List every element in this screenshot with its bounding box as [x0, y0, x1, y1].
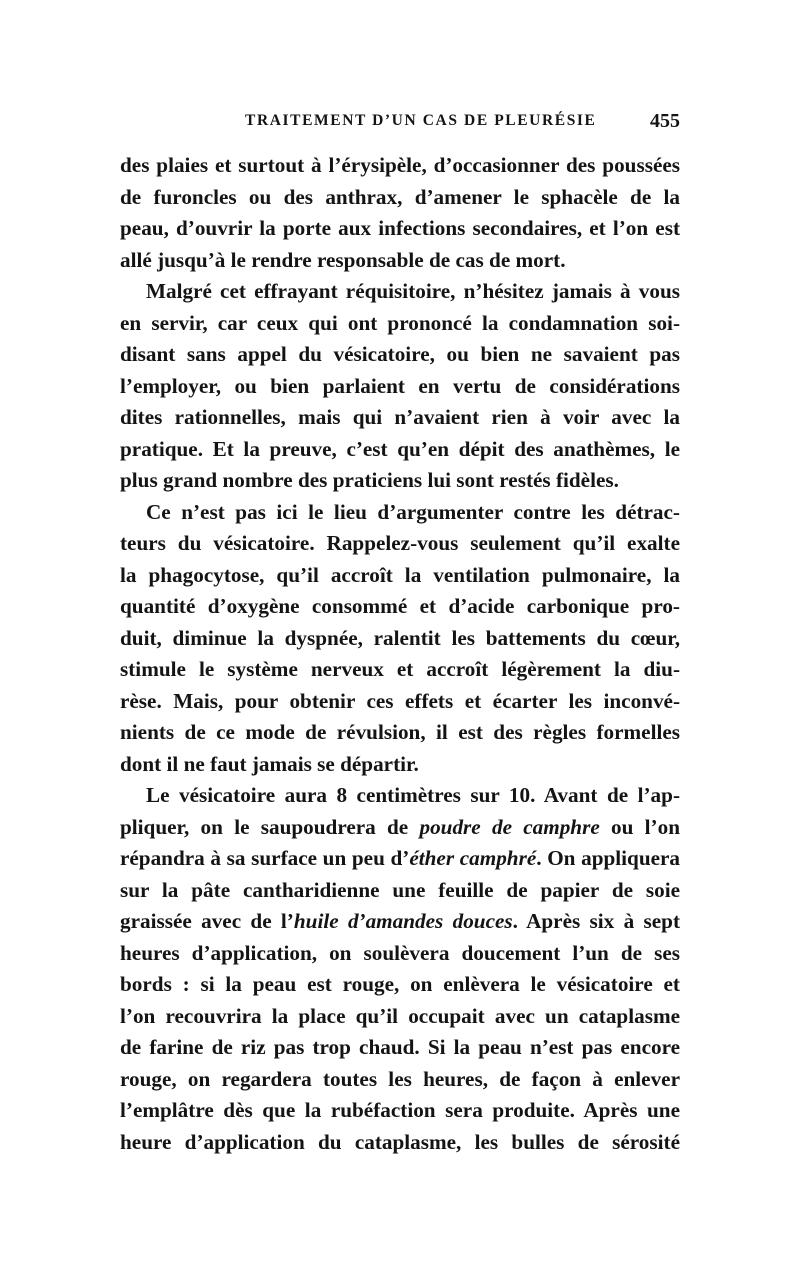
- italic-term: poudre de camphre: [419, 814, 600, 839]
- running-title: TRAITEMENT D’UN CAS DE PLEURÉSIE: [245, 112, 597, 129]
- text-line: heures d’application, on soulèvera doucement l’un de ses: [120, 940, 680, 965]
- text-line: en servir, car ceux qui ont prononcé la condamnation soi-: [120, 310, 680, 335]
- text-line: nients de ce mode de révulsion, il est des règles formelles: [120, 720, 680, 744]
- text-line: sur la pâte cantharidienne une feuille de papier de soie: [120, 877, 680, 902]
- text-line: pliquer, on le saupoudrera de poudre de camphre ou l’on: [120, 814, 680, 839]
- body-text: [120, 150, 680, 1158]
- italic-term: éther camphré: [409, 846, 537, 870]
- text-line: disant sans appel du vésicatoire, ou bien ne savaient pas: [120, 342, 680, 366]
- text-line: pratique. Et la preuve, c’est qu’en dépit des anathèmes, le: [120, 436, 680, 461]
- text-line: dites rationnelles, mais qui n’avaient rien à voir avec la: [120, 405, 680, 429]
- running-header: [120, 112, 680, 136]
- text-line: peau, d’ouvrir la porte aux infections secondaires, et l’on est: [120, 216, 680, 240]
- text-line: graissée avec de l’huile d’amandes douces. Après six à sept: [120, 909, 680, 933]
- text-line: l’emplâtre dès que la rubéfaction sera produite. Après une: [120, 1098, 680, 1122]
- text-line: allé jusqu’à le rendre responsable de cas de mort.: [120, 247, 566, 272]
- text-line: des plaies et surtout à l’érysipèle, d’occasionner des poussées: [120, 153, 680, 177]
- text-line: la phagocytose, qu’il accroît la ventilation pulmonaire, la: [120, 562, 680, 587]
- text-line: répandra à sa surface un peu d’éther camphré. On appliquera: [120, 846, 681, 870]
- text-line: rèse. Mais, pour obtenir ces effets et écarter les inconvé-: [120, 688, 680, 713]
- text-line: l’employer, ou bien parlaient en vertu de considérations: [120, 373, 680, 398]
- text-line: Ce n’est pas ici le lieu d’argumenter contre les détrac-: [146, 499, 680, 524]
- italic-term: huile d’amandes douces: [293, 909, 513, 933]
- text-line: dont il ne faut jamais se départir.: [120, 751, 419, 776]
- page-number: 455: [650, 110, 680, 132]
- text-line: bords : si la peau est rouge, on enlèvera le vésicatoire et: [120, 972, 680, 996]
- text-line: l’on recouvrira la place qu’il occupait avec un cataplasme: [120, 1003, 680, 1028]
- text-line: teurs du vésicatoire. Rappelez-vous seulement qu’il exalte: [120, 531, 680, 555]
- text-line: de furoncles ou des anthrax, d’amener le sphacèle de la: [120, 184, 680, 209]
- text-line: heure d’application du cataplasme, les bulles de sérosité: [120, 1129, 680, 1154]
- text-line: Malgré cet effrayant réquisitoire, n’hésitez jamais à vous: [146, 279, 680, 303]
- text-line: quantité d’oxygène consommé et d’acide carbonique pro-: [120, 594, 680, 618]
- text-line: plus grand nombre des praticiens lui sont restés fidèles.: [120, 468, 619, 492]
- text-line: rouge, on regardera toutes les heures, de façon à enlever: [120, 1066, 680, 1091]
- text-line: stimule le système nerveux et accroît légèrement la diu-: [120, 657, 680, 681]
- text-line: Le vésicatoire aura 8 centimètres sur 10. Avant de l’ap-: [146, 783, 680, 807]
- text-line: de farine de riz pas trop chaud. Si la peau n’est pas encore: [120, 1035, 680, 1059]
- text-line: duit, diminue la dyspnée, ralentit les battements du cœur,: [120, 625, 680, 650]
